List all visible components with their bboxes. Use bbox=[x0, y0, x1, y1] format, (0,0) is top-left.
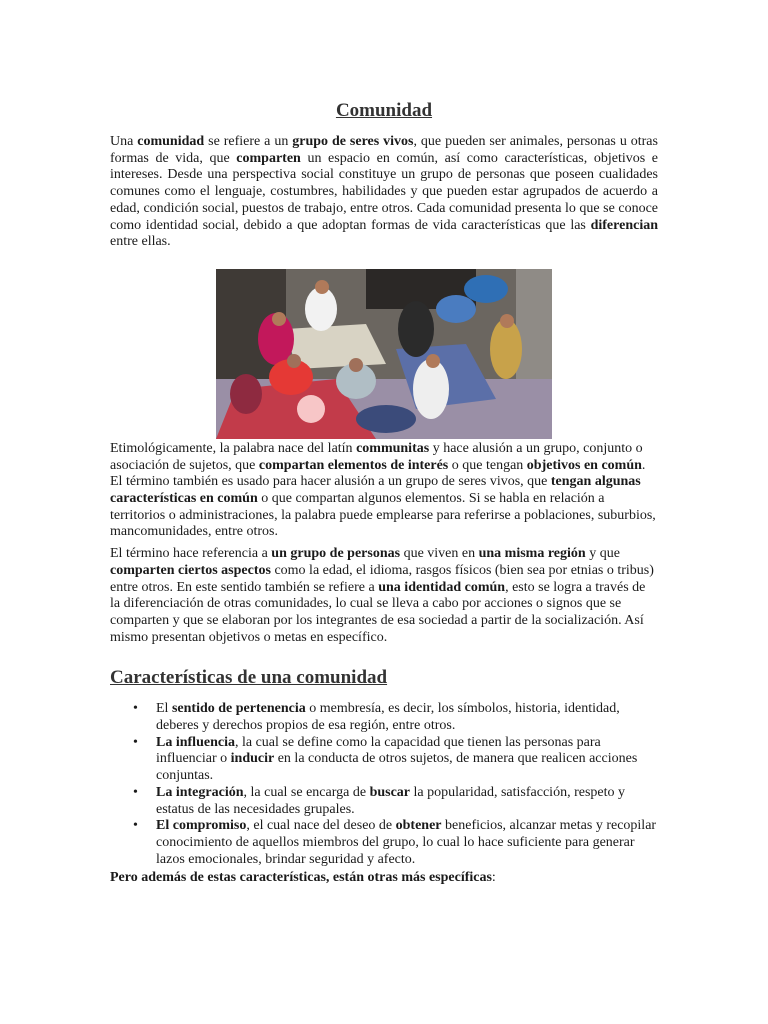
text-run: o que tengan bbox=[448, 457, 527, 473]
list-item bbox=[133, 818, 658, 868]
bold-term: inducir bbox=[230, 751, 275, 767]
bold-term: diferencian bbox=[590, 217, 658, 233]
text-run: y hace alusión a un grupo, conjunto o asociación de sujetos, que bbox=[110, 440, 643, 473]
text-run: se refiere a un bbox=[204, 134, 293, 149]
text-run: . El término también es usado para hacer alusión a un grupo de seres vivos, que bbox=[110, 457, 646, 490]
bold-term: La influencia bbox=[156, 734, 235, 750]
bold-term: La integración bbox=[156, 784, 244, 800]
bold-term: grupo de seres vivos bbox=[292, 134, 414, 149]
text-run: , la cual se encarga de bbox=[243, 784, 370, 800]
bold-term: sentido de pertenencia bbox=[171, 701, 306, 717]
bold-term: compartan elementos de interés bbox=[258, 457, 449, 473]
bold-term: comparten bbox=[236, 150, 301, 166]
text-run: que viven en bbox=[400, 546, 479, 562]
text-run: , el cual nace del deseo de bbox=[246, 818, 396, 834]
text-run: como la edad, el idioma, rasgos físicos (bien sea por etnias o tribus) entre otros. En este sentido también se refiere a bbox=[110, 562, 654, 595]
document-page bbox=[110, 100, 658, 887]
text-run: y que bbox=[585, 546, 620, 562]
text-run: , la cual se define como la capacidad que tienen las personas para influenciar o bbox=[156, 734, 601, 767]
bold-term: El compromiso bbox=[156, 818, 247, 834]
text-run: beneficios, alcanzar metas y recopilar conocimiento de aquellos miembros del grupo, lo cual lo hace suficiente para generar lazos emocionales, brindar seguridad y afecto. bbox=[156, 818, 657, 867]
characteristics-list bbox=[110, 701, 658, 868]
bold-term: comparten ciertos aspectos bbox=[110, 562, 271, 578]
text-run: un espacio en común, así como características, objetivos e intereses. Desde una perspectiva social constituye un grupo de personas que poseen cualidades comunes como el lenguaje, costumbres, habilidades y que pueden estar agrupados de acuerdo a edad, condición social, puestos de trabajo, entre otros. Cada comunidad presenta lo que se conoce como identidad social, debido a que adoptan formas de vida características que las bbox=[110, 150, 658, 233]
etymology-paragraph bbox=[110, 441, 658, 541]
text-run: o que compartan algunos elementos. Si se habla en relación a territorios o administraciones, la palabra puede emplearse para referirse a poblaciones, suburbios, mancomunidades, entre otros. bbox=[110, 491, 656, 540]
community-photo bbox=[216, 269, 552, 439]
bold-term: obtener bbox=[395, 818, 442, 834]
page-title: Comunidad bbox=[335, 100, 433, 121]
text-run: , esto se logra a través de la diferenciación de otras comunidades, lo cual se lleva a cabo por acciones o signos que se comparten y que se elaboran por los integrantes de esa sociedad a partir de la socialización. Así mismo presentan objetivos o metas en específico. bbox=[110, 579, 646, 645]
list-item bbox=[133, 734, 658, 785]
bold-term: communitas bbox=[356, 440, 430, 456]
intro-paragraph bbox=[110, 134, 658, 251]
text-run: Una bbox=[110, 134, 138, 149]
bold-term: una misma región bbox=[478, 546, 586, 562]
bullet-icon: • bbox=[133, 734, 138, 750]
term-paragraph bbox=[110, 546, 658, 646]
list-item bbox=[133, 701, 658, 734]
text-run: El término hace referencia a bbox=[110, 546, 272, 562]
bold-term: tengan algunas características en común bbox=[110, 474, 641, 507]
bold-term: Pero además de estas características, están otras más específicas bbox=[110, 870, 492, 886]
text-run: Etimológicamente, la palabra nace del latín bbox=[110, 440, 357, 456]
bold-term: comunidad bbox=[137, 134, 205, 149]
text-run: la popularidad, satisfacción, respeto y estatus de las necesidades grupales. bbox=[156, 784, 625, 817]
section-heading: Características de una comunidad bbox=[110, 667, 388, 689]
closing-paragraph bbox=[110, 870, 658, 887]
list-item bbox=[133, 784, 658, 818]
text-run: entre ellas. bbox=[110, 234, 171, 250]
bullet-icon: • bbox=[133, 818, 138, 834]
bold-term: una identidad común bbox=[378, 579, 506, 595]
text-run: : bbox=[491, 870, 496, 886]
text-run: El bbox=[156, 701, 172, 717]
bullet-icon: • bbox=[133, 701, 138, 717]
bold-term: buscar bbox=[369, 784, 411, 800]
bold-term: un grupo de personas bbox=[271, 546, 401, 562]
bullet-icon: • bbox=[133, 784, 138, 800]
text-run: en la conducta de otros sujetos, de manera que realicen acciones conjuntas. bbox=[156, 751, 638, 784]
bold-term: objetivos en común bbox=[526, 457, 642, 473]
text-run: o membresía, es decir, los símbolos, historia, identidad, deberes y derechos propios de esa región, entre otros. bbox=[156, 701, 620, 734]
text-run: , que pueden ser animales, personas u otras formas de vida, que bbox=[110, 134, 658, 166]
